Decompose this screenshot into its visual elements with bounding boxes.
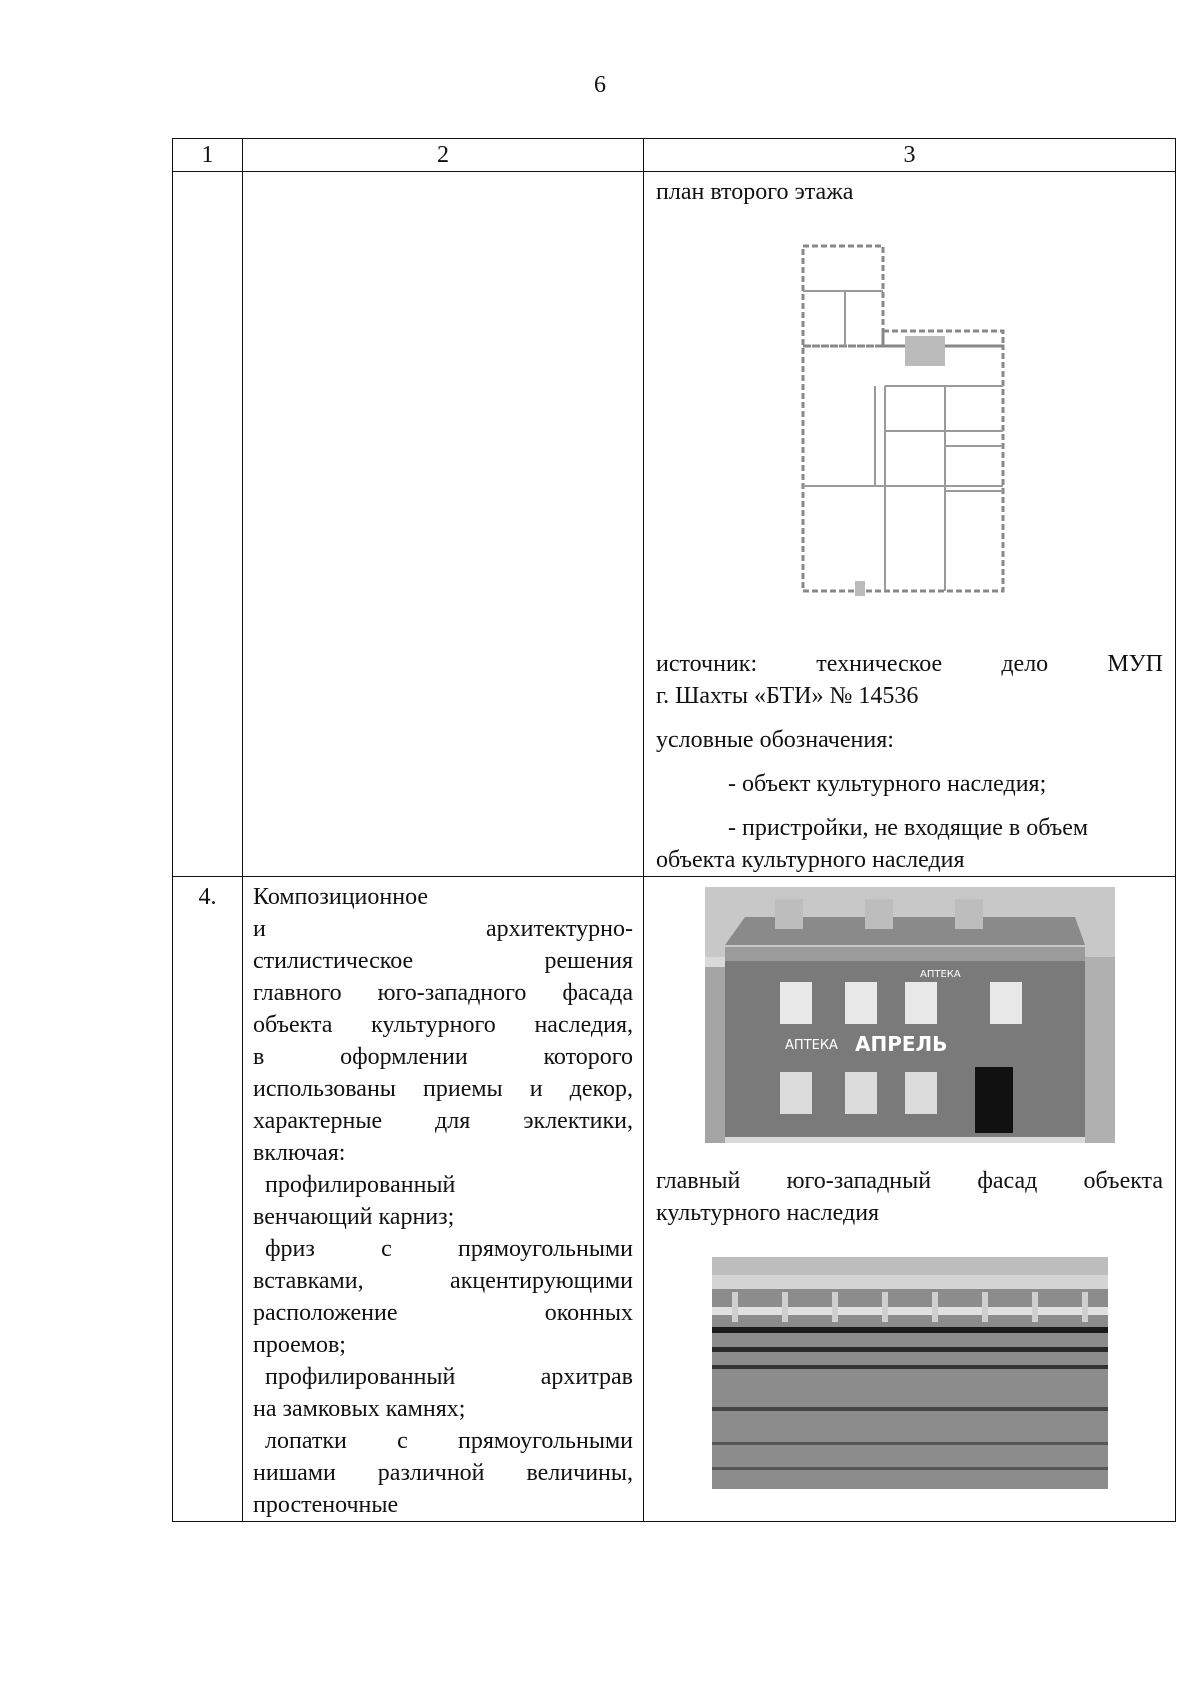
photo-caption-line-2: культурного наследия [656, 1200, 880, 1226]
table-row-4 [173, 877, 1176, 1522]
sign-main: АПРЕЛЬ [854, 1032, 947, 1056]
description-line: проемов; [253, 1332, 346, 1358]
description-line: характерные для эклектики, [253, 1108, 633, 1134]
header-row [173, 139, 1176, 172]
sign-top: АПТЕКА [919, 969, 961, 980]
floor-plan-image [795, 236, 1025, 636]
description-line: Композиционное [253, 884, 429, 910]
description-line: главного юго-западного фасада [253, 980, 633, 1006]
continued-col-3 [644, 172, 1176, 877]
description-line: венчающий карниз; [253, 1204, 455, 1230]
source-line-1: источник: техническое дело МУП [656, 651, 1163, 677]
description-line: объекта культурного наследия, [253, 1012, 633, 1038]
legend-item-annex-line-2: объекта культурного наследия [656, 847, 965, 873]
heritage-table [172, 138, 1176, 1522]
header-col-3: 3 [644, 139, 1176, 172]
description-line: лопатки с прямоугольными [265, 1428, 633, 1454]
frieze-photo [712, 1257, 1108, 1489]
row-4-description [243, 877, 644, 1522]
legend-item-annex-line-1: - пристройки, не входящие в объем [728, 815, 1089, 841]
description-line: стилистическое решения [253, 948, 633, 974]
sign-left: АПТЕКА [784, 1038, 838, 1053]
header-col-1: 1 [173, 139, 243, 172]
description-line: простеночные [253, 1492, 399, 1518]
description-line: расположение оконных [253, 1300, 633, 1326]
table-row-continued [173, 172, 1176, 877]
description-line: нишами различной величины, [253, 1460, 633, 1486]
description-line: использованы приемы и декор, [253, 1076, 633, 1102]
description-line: включая: [253, 1140, 346, 1166]
legend-title: условные обозначения: [656, 727, 894, 753]
description-text [253, 881, 633, 1521]
continued-col-1 [173, 172, 243, 877]
plan-title: план второго этажа [656, 179, 854, 205]
row-number: 4. [173, 877, 243, 1522]
description-line: фриз с прямоугольными [265, 1236, 633, 1262]
description-line: вставками, акцентирующими [253, 1268, 633, 1294]
header-col-2: 2 [243, 139, 644, 172]
description-line: на замковых камнях; [253, 1396, 466, 1422]
description-line: и архитектурно- [253, 916, 633, 942]
photo-caption-line-1: главный юго-западный фасад объекта [656, 1168, 1163, 1194]
row-4-images [644, 877, 1176, 1522]
continued-col-2 [243, 172, 644, 877]
description-line: профилированный [265, 1172, 456, 1198]
source-line-2: г. Шахты «БТИ» № 14536 [656, 683, 919, 709]
page-number: 6 [594, 72, 606, 98]
facade-photo [705, 887, 1115, 1143]
description-line: в оформлении которого [253, 1044, 633, 1070]
legend-item-heritage: - объект культурного наследия; [728, 771, 1047, 797]
description-line: профилированный архитрав [265, 1364, 633, 1390]
